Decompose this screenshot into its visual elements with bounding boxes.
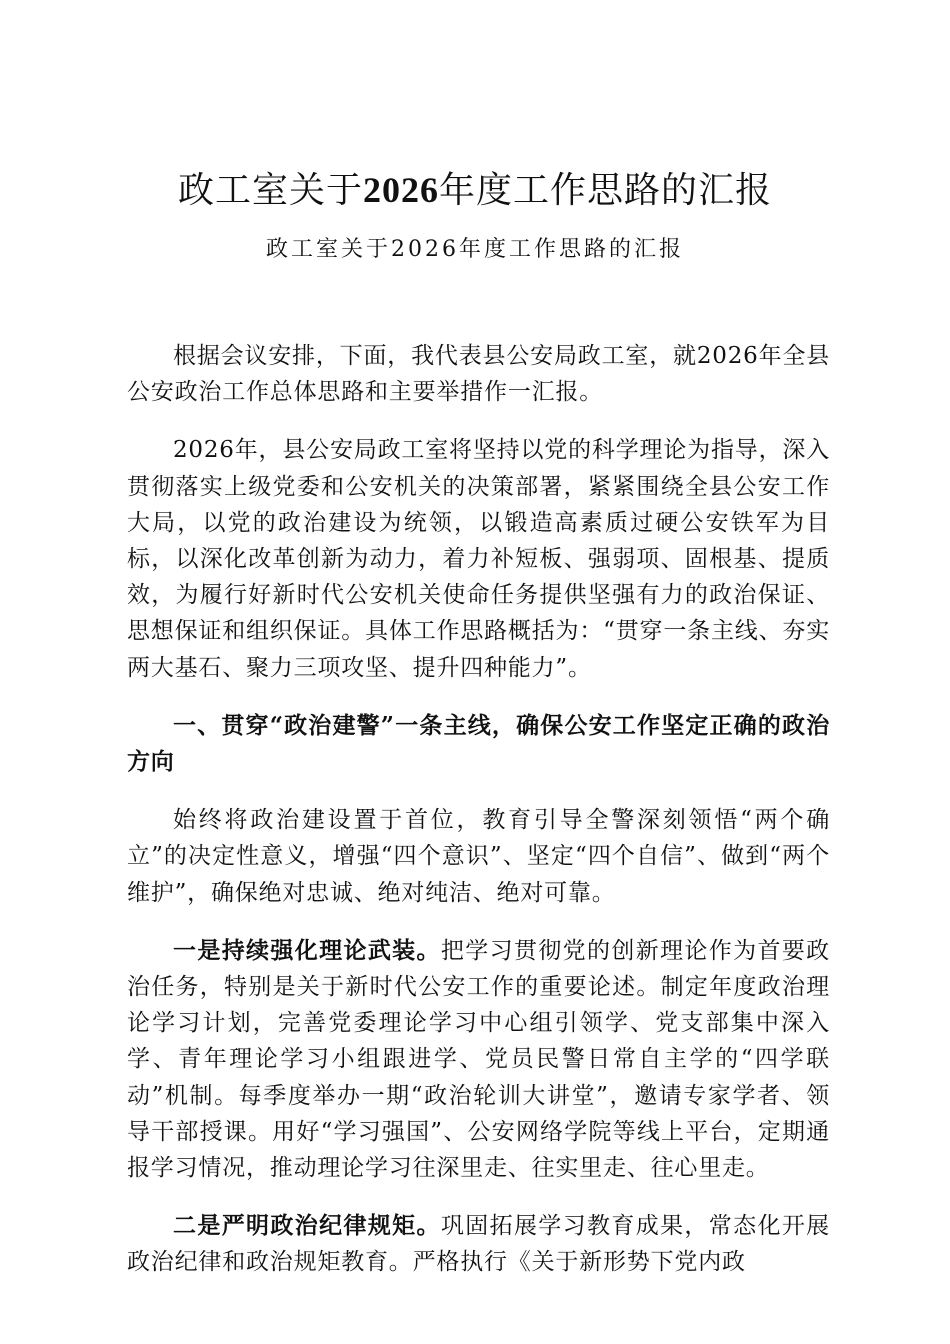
- paragraph-section-1-intro: [127, 802, 830, 911]
- document-subtitle: 政工室关于2026年度工作思路的汇报: [266, 237, 684, 262]
- title-prefix: 政工室关于: [177, 170, 363, 211]
- paragraph-text: 始终将政治建设置于首位，教育引导全警深刻领悟“两个确立”的决定性意义，增强“四个意识”、坚定“四个自信”、做到“两个维护”，确保绝对忠诚、绝对纯洁、绝对可靠。: [127, 807, 830, 906]
- paragraph-theory-study: [127, 933, 830, 1186]
- paragraph-discipline: [127, 1208, 830, 1280]
- paragraph-lead: 一是持续强化理论武装。: [173, 936, 441, 964]
- title-suffix: 年度工作思路的汇报: [439, 170, 773, 211]
- paragraph-intro: [127, 338, 830, 410]
- paragraph-text: 根据会议安排，下面，我代表县公安局政工室，就2026年全县公安政治工作总体思路和主要举措作一汇报。: [127, 343, 830, 406]
- title-year: 2026: [363, 170, 439, 210]
- document-title: [0, 166, 950, 215]
- paragraph-text: 巩固拓展学习教育成果，常态化开展政治纪律和政治规矩教育。严格执行《关于新形势下党内政: [127, 1213, 830, 1276]
- paragraph-overview: [127, 432, 830, 685]
- paragraph-text: 把学习贯彻党的创新理论作为首要政治任务，特别是关于新时代公安工作的重要论述。制定年度政治理论学习计划，完善党委理论学习中心组引领学、党支部集中深入学、青年理论学习小组跟进学、党员民警日常自主学的“四学联动”机制。每季度举办一期“政治轮训大讲堂”，邀请专家学者、领导干部授课。用好“学习强国”、公安网络学院等线上平台，定期通报学习情况，推动理论学习往深里走、往实里走、往心里走。: [127, 937, 830, 1182]
- document-body: [127, 338, 830, 1303]
- paragraph-text: 2026年，县公安局政工室将坚持以党的科学理论为指导，深入贯彻落实上级党委和公安机关的决策部署，紧紧围绕全县公安工作大局，以党的政治建设为统领，以锻造高素质过硬公安铁军为目标，以深化改革创新为动力，着力补短板、强弱项、固根基、提质效，为履行好新时代公安机关使命任务提供坚强有力的政治保证、思想保证和组织保证。具体工作思路概括为：“贯穿一条主线、夯实两大基石、聚力三项攻坚、提升四种能力”。: [127, 437, 830, 681]
- paragraph-lead: 二是严明政治纪律规矩。: [173, 1212, 441, 1240]
- section-heading-1: 一、贯穿“政治建警”一条主线，确保公安工作坚定正确的政治方向: [127, 711, 830, 776]
